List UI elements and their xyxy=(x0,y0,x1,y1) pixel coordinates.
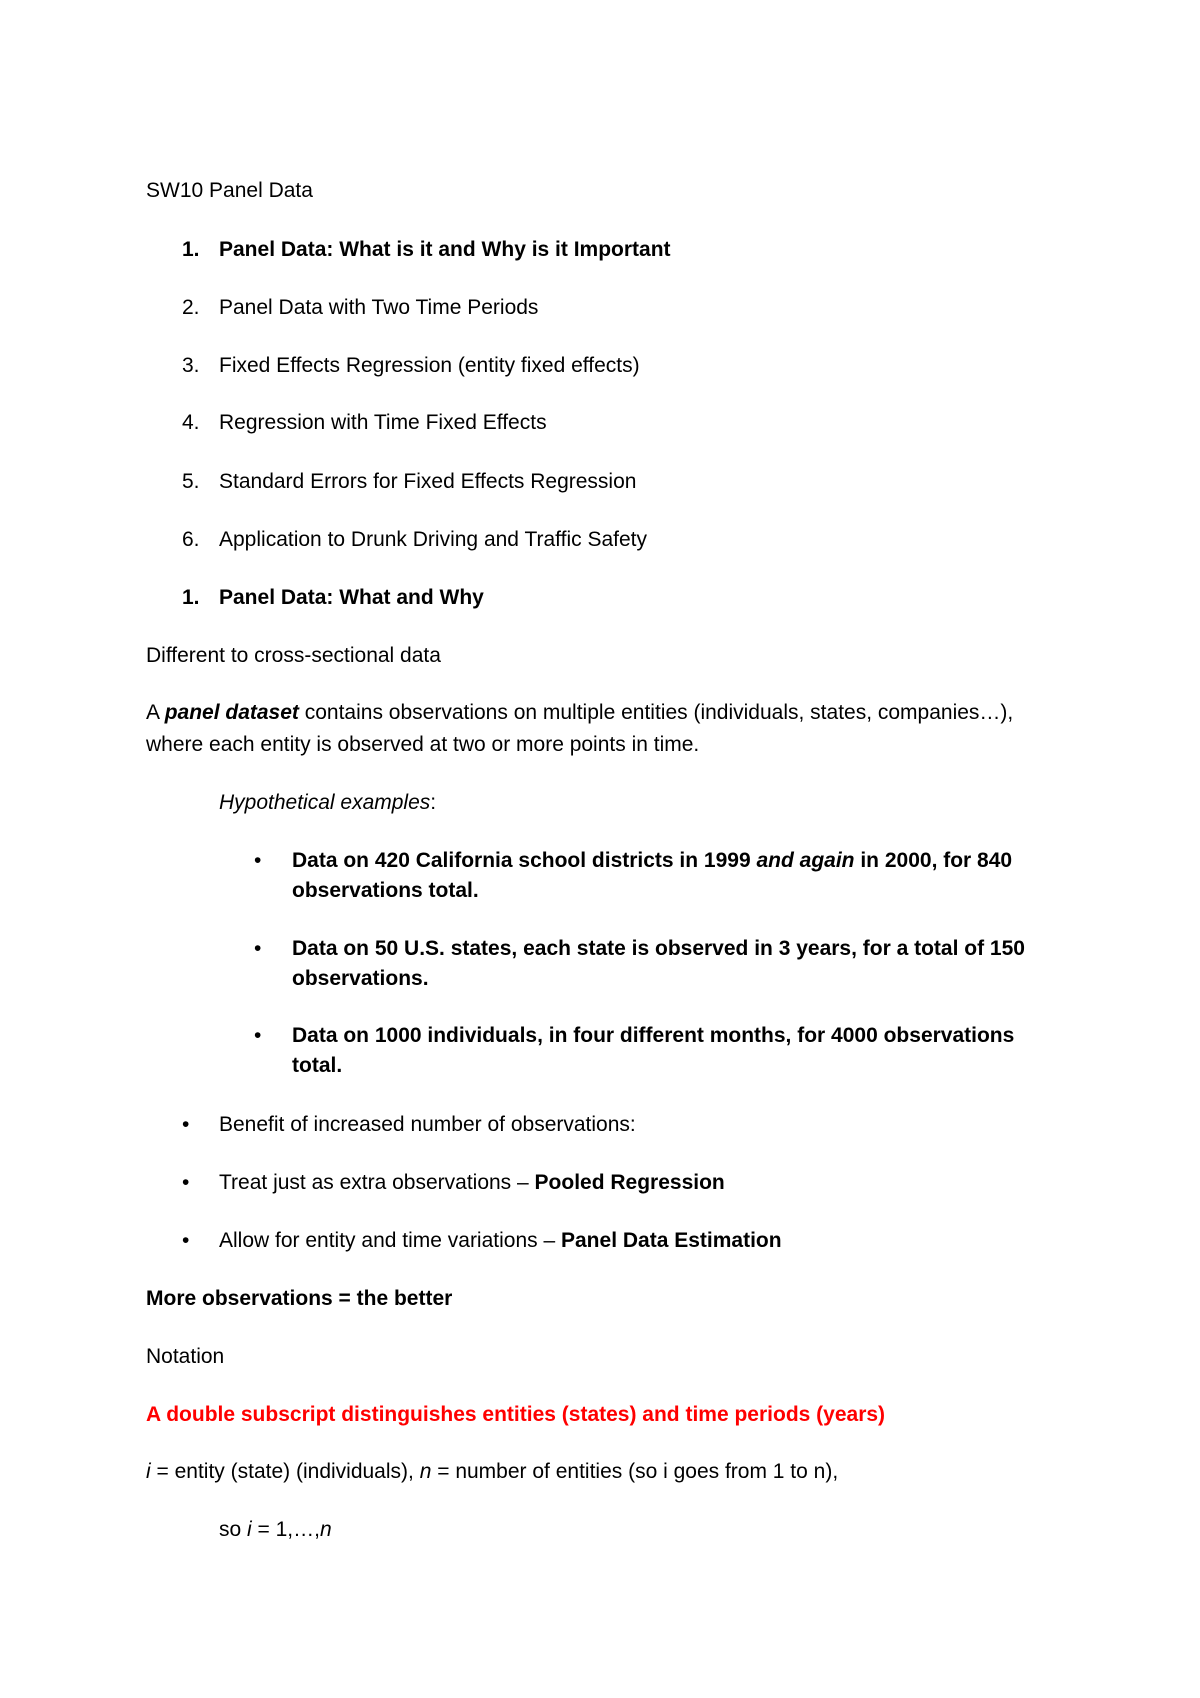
def-term: panel dataset xyxy=(164,701,299,724)
var-i: i xyxy=(247,1518,252,1541)
range-text: = 1,…, xyxy=(251,1518,320,1541)
outline-num: 1. xyxy=(182,238,200,261)
ex1-b: and again xyxy=(756,849,855,872)
section-num: 1. xyxy=(182,586,200,609)
def-rest: contains observations on multiple entities (individuals, states, companies…), xyxy=(298,701,1014,724)
outline-item: Fixed Effects Regression (entity fixed effects) xyxy=(219,354,640,377)
example-2: Data on 50 U.S. states, each state is observed in 3 years, for a total of 150 xyxy=(292,937,1025,960)
bullet-icon: • xyxy=(254,937,262,960)
doc-title: SW10 Panel Data xyxy=(146,179,313,202)
pooled-text: Treat just as extra observations – xyxy=(219,1171,535,1194)
bullet-icon: • xyxy=(182,1113,190,1136)
example-3-line2: total. xyxy=(292,1054,343,1077)
bullet-icon: • xyxy=(182,1171,190,1194)
outline-num: 2. xyxy=(182,296,200,319)
example-3: Data on 1000 individuals, in four different months, for 4000 observations xyxy=(292,1024,1015,1047)
double-subscript-note: A double subscript distinguishes entities (states) and time periods (years) xyxy=(146,1403,886,1426)
hypo-text: Hypothetical examples xyxy=(219,791,431,814)
example-1-line2: observations total. xyxy=(292,879,479,902)
outline-item: Panel Data: What is it and Why is it Important xyxy=(219,238,671,261)
outline-item: Regression with Time Fixed Effects xyxy=(219,411,547,434)
example-1 xyxy=(292,846,1012,875)
panel-est-bullet xyxy=(219,1226,782,1255)
section-heading: Panel Data: What and Why xyxy=(219,586,484,609)
outline-item: Application to Drunk Driving and Traffic Safety xyxy=(219,528,647,551)
entity-text-a: = entity (state) (individuals), xyxy=(150,1460,420,1483)
outline-num: 6. xyxy=(182,528,200,551)
def-a: A xyxy=(146,701,165,724)
notation-heading: Notation xyxy=(146,1345,225,1368)
var-i: i xyxy=(146,1460,151,1483)
panel-est-term: Panel Data Estimation xyxy=(561,1229,782,1252)
hypothetical-label xyxy=(219,788,436,817)
var-n: n xyxy=(419,1460,432,1483)
so-text: so xyxy=(219,1518,248,1541)
outline-num: 4. xyxy=(182,411,200,434)
diff-line: Different to cross-sectional data xyxy=(146,644,441,667)
ex1-c: in 2000, for 840 xyxy=(854,849,1013,872)
outline-item: Standard Errors for Fixed Effects Regression xyxy=(219,470,637,493)
outline-item: Panel Data with Two Time Periods xyxy=(219,296,539,319)
panel-definition xyxy=(146,698,1013,727)
bullet-icon: • xyxy=(182,1229,190,1252)
example-2-line2: observations. xyxy=(292,967,429,990)
var-n: n xyxy=(319,1518,332,1541)
pooled-bullet xyxy=(219,1168,725,1197)
index-range xyxy=(219,1515,332,1544)
entity-text-b: = number of entities (so i goes from 1 to n), xyxy=(431,1460,839,1483)
pooled-term: Pooled Regression xyxy=(534,1171,725,1194)
hypo-colon: : xyxy=(430,791,437,814)
panel-est-text: Allow for entity and time variations – xyxy=(219,1229,561,1252)
benefit-bullet: Benefit of increased number of observations: xyxy=(219,1113,636,1136)
outline-num: 3. xyxy=(182,354,200,377)
bullet-icon: • xyxy=(254,849,262,872)
panel-definition-line2: where each entity is observed at two or more points in time. xyxy=(146,733,700,756)
outline-num: 5. xyxy=(182,470,200,493)
bullet-icon: • xyxy=(254,1024,262,1047)
more-observations: More observations = the better xyxy=(146,1287,453,1310)
entity-definition xyxy=(146,1457,838,1486)
ex1-a: Data on 420 California school districts in 1999 xyxy=(292,849,757,872)
